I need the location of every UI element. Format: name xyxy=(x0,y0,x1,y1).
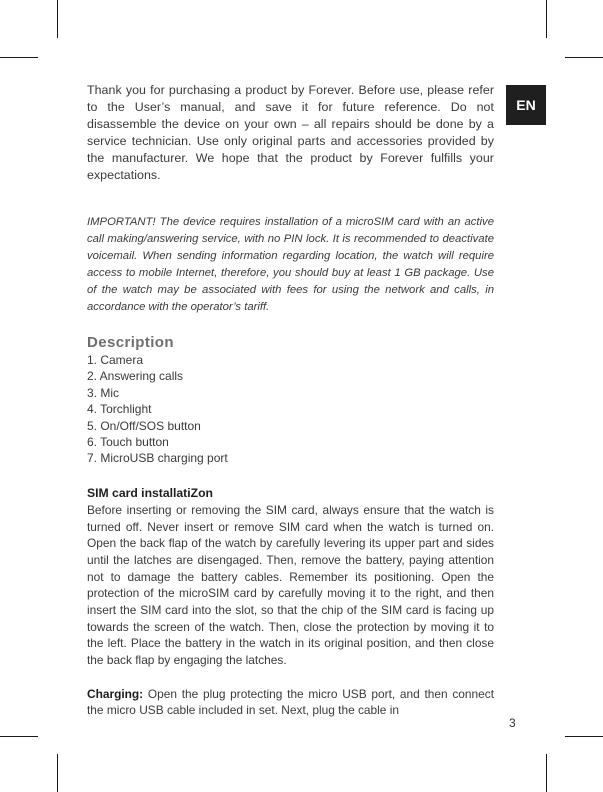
crop-mark xyxy=(0,57,38,58)
list-item: 2. Answering calls xyxy=(87,369,184,384)
charging-paragraph xyxy=(87,686,494,719)
description-list xyxy=(87,352,494,467)
crop-mark xyxy=(565,736,603,737)
crop-mark xyxy=(57,0,58,38)
list-item: 6. Touch button xyxy=(87,435,169,450)
page-number: 3 xyxy=(509,716,516,730)
crop-mark xyxy=(0,736,38,737)
crop-mark xyxy=(546,0,547,38)
charging-text: Open the plug protecting the micro USB port, and then connect the micro USB cable included in set. Next, plug the cable in xyxy=(87,686,494,718)
list-item: 1. Camera xyxy=(87,353,144,367)
list-item: 5. On/Off/SOS button xyxy=(87,418,201,433)
crop-mark xyxy=(57,754,58,792)
crop-mark xyxy=(565,57,603,58)
language-tab: EN xyxy=(506,85,546,125)
crop-mark xyxy=(546,754,547,792)
list-item: 4. Torchlight xyxy=(87,402,152,417)
manual-content xyxy=(87,82,494,719)
important-notice: IMPORTANT! The device requires installation of a microSIM card with an active call making/answering service, with no PIN lock. It is recommended to deactivate voicemail. When sending information regarding location, the watch will require access to mobile Internet, therefore, you should buy at least 1 GB package. Use of the watch may be associated with fees for using the network and calls, in accordance with the operator’s tariff. xyxy=(87,216,494,313)
intro-paragraph: Thank you for purchasing a product by Forever. Before use, please refer to the User’s manual, and save it for future reference. Do not disassemble the device on your own – all repairs should be done by a service technician. Use only original parts and accessories provided by the manufacturer. We hope that the product by Forever fulfills your expectations. xyxy=(87,83,494,182)
description-title: Description xyxy=(87,334,174,351)
sim-installation-title: SIM card installatiZon xyxy=(87,485,213,500)
sim-installation-text: Before inserting or removing the SIM card, always ensure that the watch is turned off. Never insert or remove SIM card when the watch is turned on. Open the back flap of the watch by carefully levering its upper part and sides until the latches are disengaged. Then, remove the battery, paying attention not to damage the battery cables. Remember its positioning. Open the protection of the microSIM card by carefully moving it to the right, and then insert the SIM card into the slot, so that the chip of the SIM card is facing up towards the screen of the watch. Then, close the protection by moving it to the left. Place the battery in the watch in its original position, and then close the back flap by engaging the latches. xyxy=(87,502,494,668)
list-item: 3. Mic xyxy=(87,385,120,400)
list-item: 7. MicroUSB charging port xyxy=(87,451,228,466)
charging-label: Charging: xyxy=(87,686,144,701)
